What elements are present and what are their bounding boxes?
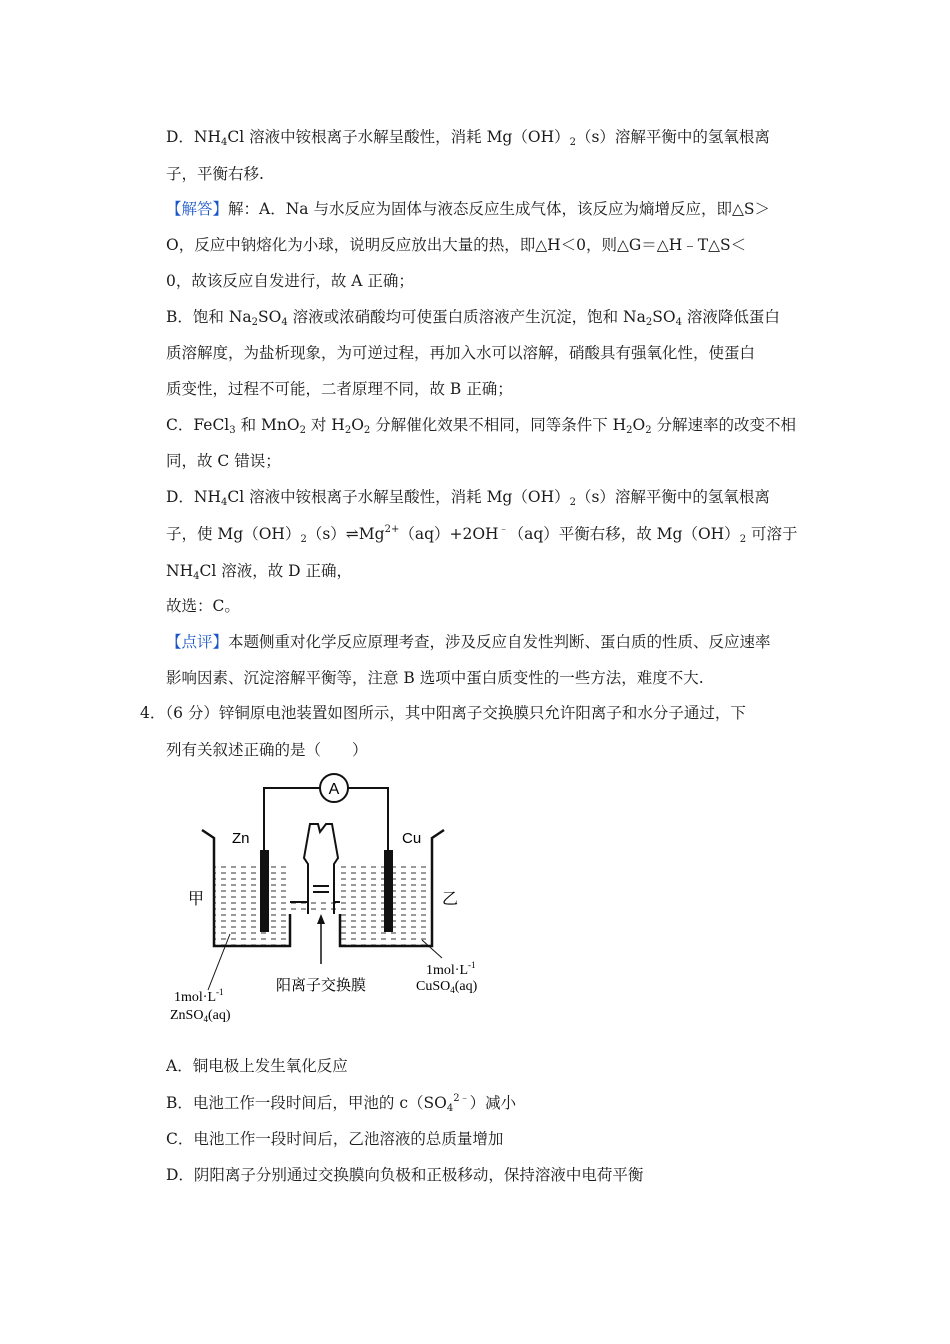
analysis-d-line3: $NH_4Cl$ 溶液，故 D 正确， xyxy=(166,562,352,582)
question4-option-a: A．铜电极上发生氧化反应 xyxy=(166,1057,348,1075)
left-cell-label: 甲 xyxy=(188,889,205,908)
analysis-b-line3: 质变性，过程不可能，二者原理不同，故 B 正确； xyxy=(166,380,513,398)
analysis-choice: 故选：C。 xyxy=(166,597,240,615)
review-line1: 【点评】本题侧重对化学反应原理考查，涉及反应自发性判断、蛋白质的性质、反应速率 xyxy=(166,633,771,651)
right-cell-label: 乙 xyxy=(442,889,459,908)
cu-label: Cu xyxy=(402,830,422,847)
analysis-b-line2: 质溶解度，为盐析现象，为可逆过程，再加入水可以溶解，硝酸具有强氧化性，使蛋白 xyxy=(166,344,756,362)
analysis-a-line2: O，反应中钠熔化为小球，说明反应放出大量的热，即△H＜0，则△G＝△H﹣T△S＜ xyxy=(166,236,747,254)
right-wire xyxy=(348,788,388,850)
question4-stem-line1: 4．（6 分）锌铜原电池装置如图所示，其中阳离子交换膜只允许阳离子和水分子通过，下 xyxy=(140,704,746,722)
analysis-a-line3: 0，故该反应自发进行，故 A 正确； xyxy=(166,272,414,290)
question4-option-b: B．电池工作一段时间后，甲池的 $c(SO_4^{2﹣})$减小 xyxy=(166,1093,517,1114)
prev-option-d-line2: 子，平衡右移. xyxy=(166,165,264,183)
question4-option-c: C．电池工作一段时间后，乙池溶液的总质量增加 xyxy=(166,1130,504,1148)
zn-label: Zn xyxy=(232,830,250,847)
connector-tube xyxy=(290,824,340,902)
question4-option-d: D．阴阳离子分别通过交换膜向负极和正极移动，保持溶液中电荷平衡 xyxy=(166,1166,644,1184)
review-line2: 影响因素、沉淀溶解平衡等，注意 B 选项中蛋白质变性的一些方法，难度不大. xyxy=(166,669,704,687)
galvanic-cell-diagram xyxy=(160,768,500,1030)
question4-stem-line2: 列有关叙述正确的是（ ） xyxy=(166,741,368,759)
galvanic-cell-svg xyxy=(160,768,500,1030)
analysis-c-line2: 同，故 C 错误； xyxy=(166,452,281,470)
membrane-arrow-head xyxy=(317,914,325,924)
ammeter-label: A xyxy=(328,781,340,798)
analysis-d-line1: D．$NH_4Cl$ 溶液中铵根离子水解呈酸性，消耗 $Mg(OH)_2(s)$溶解平衡中的氢氧根离 xyxy=(166,488,770,508)
analysis-tag: 【解答】 xyxy=(166,200,229,218)
analysis-b-line1: B．饱和 $Na_2SO_4$ 溶液或浓硝酸均可使蛋白质溶液产生沉淀，饱和 $Na_2SO_4$ 溶液降低蛋白 xyxy=(166,308,780,328)
cu-electrode xyxy=(384,850,393,932)
review-tag: 【点评】 xyxy=(166,633,229,651)
analysis-d-line2: 子，使 $Mg(OH)_2(s)\rightleftharpoons Mg^{2+}(aq)+2OH^﹣(aq)$平衡右移，故 $Mg(OH)_2$ 可溶于 xyxy=(166,524,798,545)
right-concentration: $1mol\cdot L^{-1}$ xyxy=(426,960,476,978)
analysis-a-line1: 【解答】解：A．Na 与水反应为固体与液态反应生成气体，该反应为熵增反应，即△S＞ xyxy=(166,200,770,218)
zn-electrode xyxy=(260,850,269,932)
right-solution: CuSO$_4$(aq) xyxy=(416,979,478,995)
analysis-c-line1: C．FeCl$_3$ 和 MnO$_2$ 对 $H_2O_2$ 分解催化效果不相同，同等条件下 $H_2O_2$ 分解速率的改变不相 xyxy=(166,416,797,436)
left-solution: ZnSO$_4$(aq) xyxy=(170,1008,231,1024)
left-concentration: $1mol\cdot L^{-1}$ xyxy=(174,987,224,1005)
prev-option-d-line1: D．$NH_4Cl$ 溶液中铵根离子水解呈酸性，消耗 $Mg(OH)_2(s)$溶解平衡中的氢氧根离 xyxy=(166,128,770,148)
membrane-label: 阳离子交换膜 xyxy=(275,976,367,994)
